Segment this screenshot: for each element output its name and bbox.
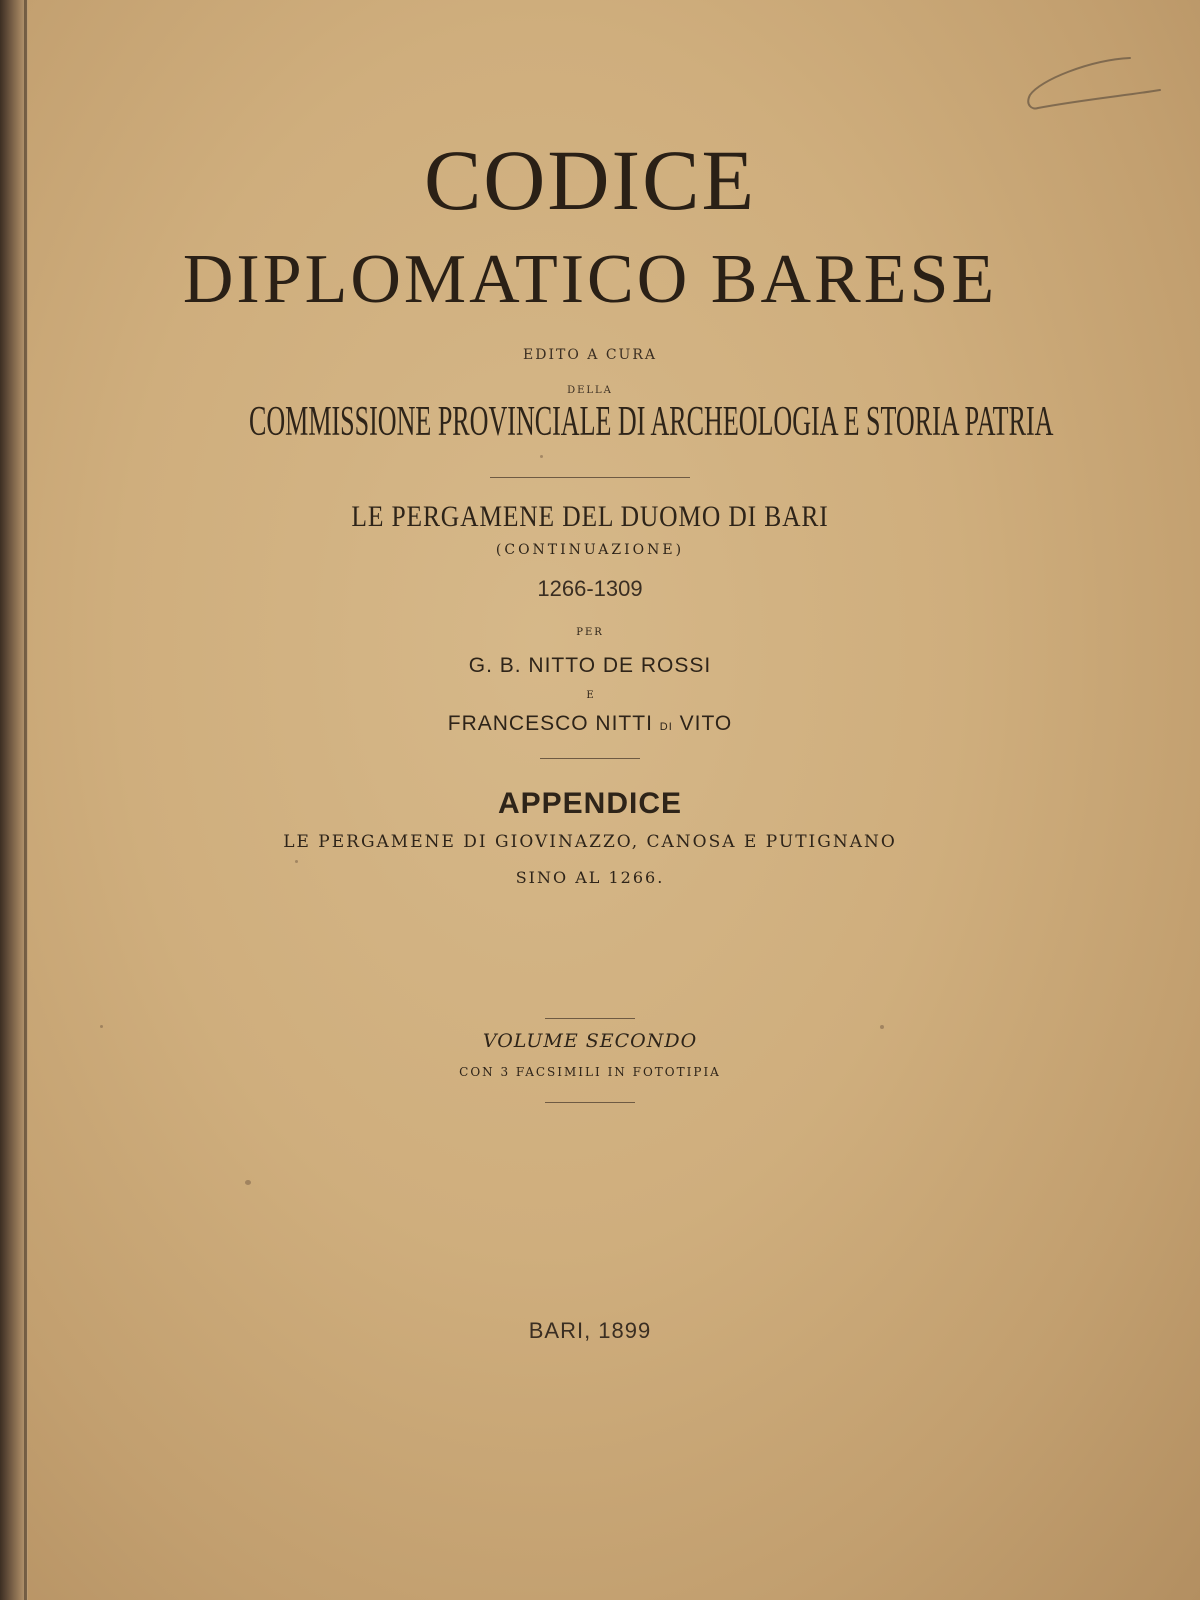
author-2-last: VITO bbox=[679, 712, 733, 735]
conjunction-text: E bbox=[586, 690, 594, 701]
author-2-di: DI bbox=[659, 721, 673, 733]
years-text: 1266-1309 bbox=[537, 576, 643, 601]
per-text: PER bbox=[576, 627, 604, 638]
della-text: DELLA bbox=[567, 385, 613, 396]
divider-rule bbox=[490, 477, 690, 478]
edited-by-text: EDITO A CURA bbox=[523, 347, 657, 363]
volume-text: VOLUME SECONDO bbox=[482, 1030, 698, 1052]
appendix-subtitle: LE PERGAMENE DI GIOVINAZZO, CANOSA E PUTIGNANO bbox=[283, 832, 897, 852]
author-1: G. B. NITTO DE ROSSI bbox=[468, 654, 712, 677]
commission-name: COMMISSIONE PROVINCIALE DI ARCHEOLOGIA E STORIA PATRIA bbox=[249, 399, 1054, 445]
continuation-text: (CONTINUAZIONE) bbox=[495, 542, 685, 558]
divider-rule bbox=[540, 758, 640, 759]
title-line-2: DIPLOMATICO BARESE bbox=[182, 241, 998, 318]
title-line-1: CODICE bbox=[423, 132, 757, 228]
title-page-content bbox=[40, 0, 1140, 1600]
subtitle-text: LE PERGAMENE DEL DUOMO DI BARI bbox=[351, 500, 829, 533]
appendix-until: SINO AL 1266. bbox=[515, 868, 665, 887]
binding-edge bbox=[24, 0, 27, 1600]
appendix-title: APPENDICE bbox=[497, 787, 683, 820]
facsimiles-text: CON 3 FACSIMILI IN FOTOTIPIA bbox=[459, 1065, 721, 1079]
imprint-text: BARI, 1899 bbox=[528, 1318, 652, 1343]
divider-rule bbox=[545, 1018, 635, 1019]
divider-rule bbox=[545, 1102, 635, 1103]
author-2-first: FRANCESCO NITTI bbox=[447, 712, 653, 735]
author-2 bbox=[40, 712, 1140, 736]
